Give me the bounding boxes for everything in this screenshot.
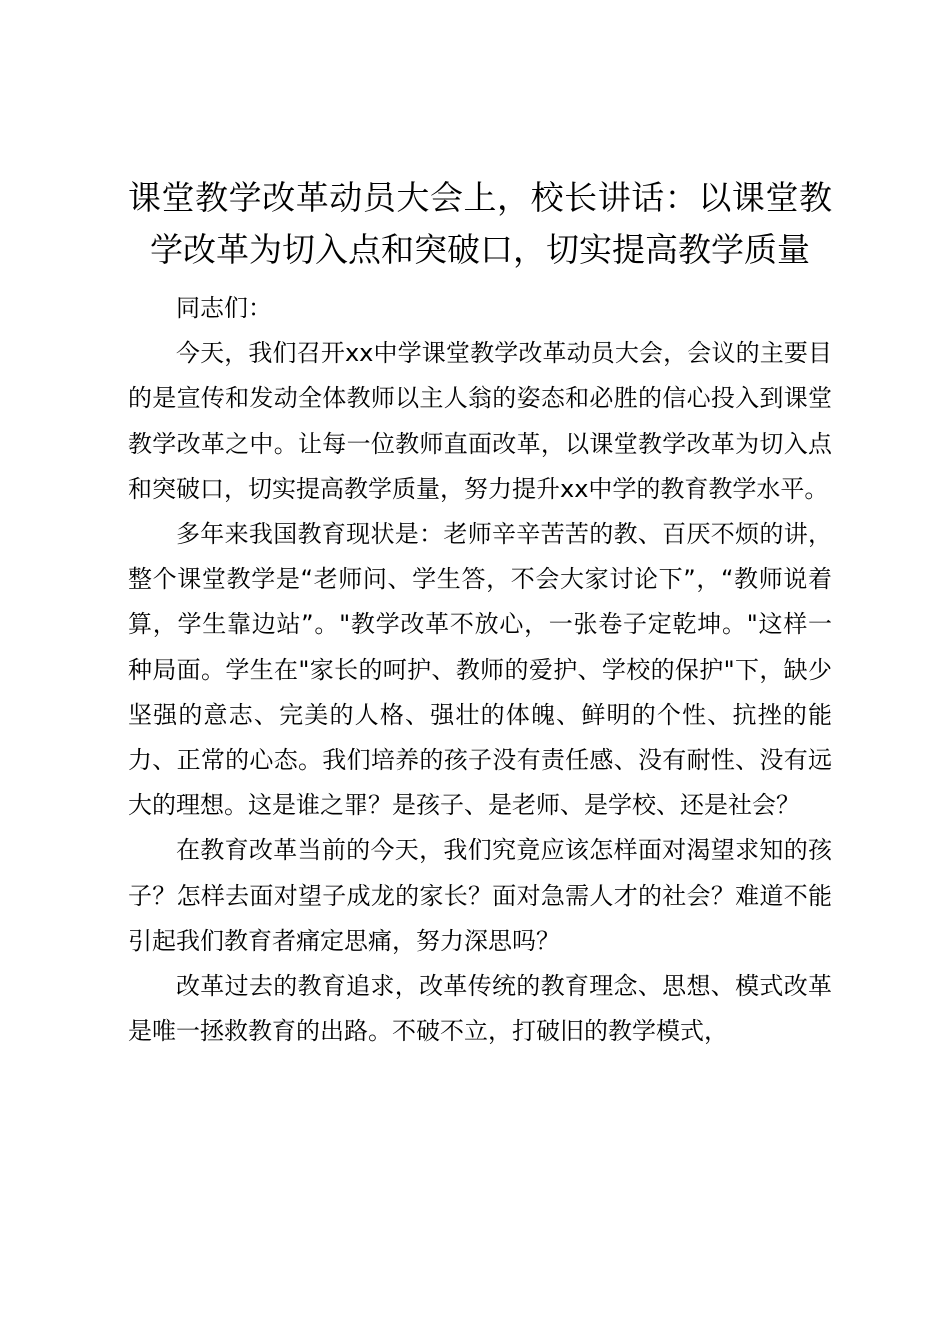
body-paragraph: 多年来我国教育现状是：老师辛辛苦苦的教、百厌不烦的讲，整个课堂教学是“老师问、学生答，不会大家讨论下”，“教师说着算，学生靠边站”。"教学改革不放心，一张卷子定乾坤。"这样一种局面。学生在"家长的呵护、教师的爱护、学校的保护"下，缺少坚强的意志、完美的人格、强壮的体魄、鲜明的个性、抗挫的能力、正常的心态。我们培养的孩子没有责任感、没有耐性、没有远大的理想。这是谁之罪？是孩子、是老师、是学校、还是社会？	[128, 520, 832, 820]
document-body	[128, 172, 832, 1054]
document-title: 课堂教学改革动员大会上，校长讲话：以课堂教学改革为切入点和突破口，切实提高教学质量	[128, 178, 832, 269]
body-paragraph: 在教育改革当前的今天，我们究竟应该怎样面对渴望求知的孩子？怎样去面对望子成龙的家长？面对急需人才的社会？难道不能引起我们教育者痛定思痛，努力深思吗？	[128, 836, 832, 955]
paragraph-list	[128, 286, 832, 1054]
salutation-paragraph: 同志们：	[176, 294, 272, 322]
body-paragraph: 改革过去的教育追求，改革传统的教育理念、思想、模式改革是唯一拯救教育的出路。不破不立，打破旧的教学模式，	[128, 972, 832, 1046]
body-paragraph: 今天，我们召开xx中学课堂教学改革动员大会，会议的主要目的是宣传和发动全体教师以主人翁的姿态和必胜的信心投入到课堂教学改革之中。让每一位教师直面改革，以课堂教学改革为切入点和突破口，切实提高教学质量，努力提升xx中学的教育教学水平。	[128, 339, 832, 503]
